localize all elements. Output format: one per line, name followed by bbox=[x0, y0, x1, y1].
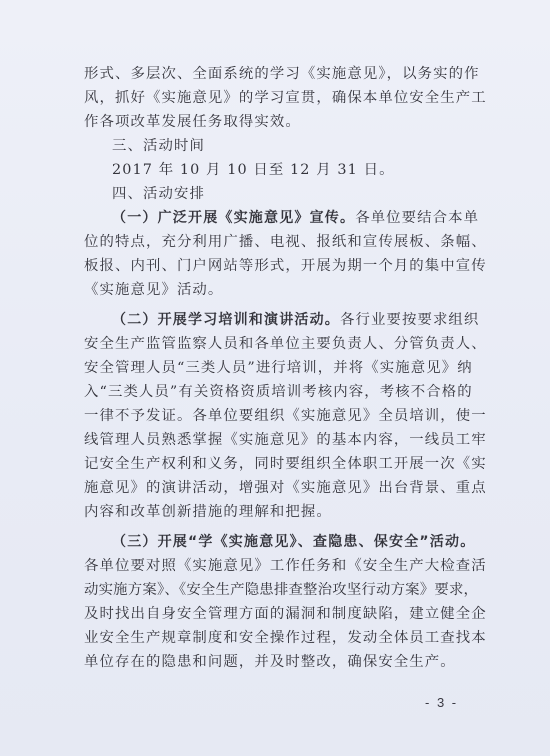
paragraph-line bbox=[84, 206, 482, 230]
subsection-heading: （一）广泛开展《实施意见》宣传。 bbox=[112, 210, 356, 226]
section-heading: 四、活动安排 bbox=[112, 186, 205, 202]
paragraph-line: 板报、内刊、门户网站等形式，开展为期一个月的集中宣传 bbox=[84, 258, 487, 274]
paragraph-line: 位的特点，充分利用广播、电视、报纸和宣传展板、条幅、 bbox=[84, 234, 487, 250]
paragraph-line bbox=[84, 308, 482, 332]
paragraph-text: 各单位要结合本单 bbox=[355, 210, 480, 226]
document-body bbox=[84, 62, 487, 674]
paragraph-line: 入“三类人员”有关资格资质培训考核内容，考核不合格的 bbox=[84, 384, 473, 400]
paragraph-line: 单位存在的隐患和问题，并及时整改，确保安全生产。 bbox=[84, 654, 456, 670]
paragraph-line: 形式、多层次、全面系统的学习《实施意见》，以务实的作 bbox=[84, 66, 480, 82]
paragraph-line: 风，抓好《实施意见》的学习宣贯，确保本单位安全生产工 bbox=[84, 90, 487, 106]
paragraph-line: 施意见》的演讲活动，增强对《实施意见》出台背景、重点 bbox=[84, 480, 487, 496]
paragraph-line: 业安全生产规章制度和安全操作过程，发动全体员工查找本 bbox=[84, 630, 487, 646]
paragraph-line: 及时找出自身安全管理方面的漏洞和制度缺陷，建立健全企 bbox=[84, 606, 487, 622]
paragraph-line: 记安全生产权利和义务，同时要组织全体职工开展一次《实 bbox=[84, 456, 487, 472]
subsection-heading: （三）开展“学《实施意见》、查隐患、保安全”活动。 bbox=[112, 534, 476, 550]
paragraph-text: 各行业要按要求组织 bbox=[340, 312, 480, 328]
paragraph-line: 各单位要对照《实施意见》工作任务和《安全生产大检查活 bbox=[84, 558, 487, 574]
subsection-heading: （二）开展学习培训和演讲活动。 bbox=[112, 312, 340, 328]
subsection-heading-line bbox=[84, 530, 482, 554]
paragraph-line: 动实施方案》、《安全生产隐患排查整治攻坚行动方案》要求， bbox=[84, 582, 479, 598]
paragraph-line: 安全生产监管监察人员和各单位主要负责人、分管负责人、 bbox=[84, 336, 487, 352]
section-heading: 三、活动时间 bbox=[112, 138, 205, 154]
activity-dates: 2017 年 10 月 10 日至 12 月 31 日。 bbox=[112, 162, 395, 178]
paragraph-line: 安全管理人员“三类人员”进行培训，并将《实施意见》纳 bbox=[84, 360, 473, 376]
paragraph-line: 作各项改革发展任务取得实效。 bbox=[84, 114, 301, 130]
page-number: - 3 - bbox=[425, 695, 459, 710]
paragraph-line: 《实施意见》活动。 bbox=[84, 282, 224, 298]
paragraph-line: 线管理人员熟悉掌握《实施意见》的基本内容，一线员工牢 bbox=[84, 432, 487, 448]
paragraph-line: 内容和改革创新措施的理解和把握。 bbox=[84, 504, 332, 520]
paragraph-line: 一律不予发证。各单位要组织《实施意见》全员培训，使一 bbox=[84, 408, 487, 424]
